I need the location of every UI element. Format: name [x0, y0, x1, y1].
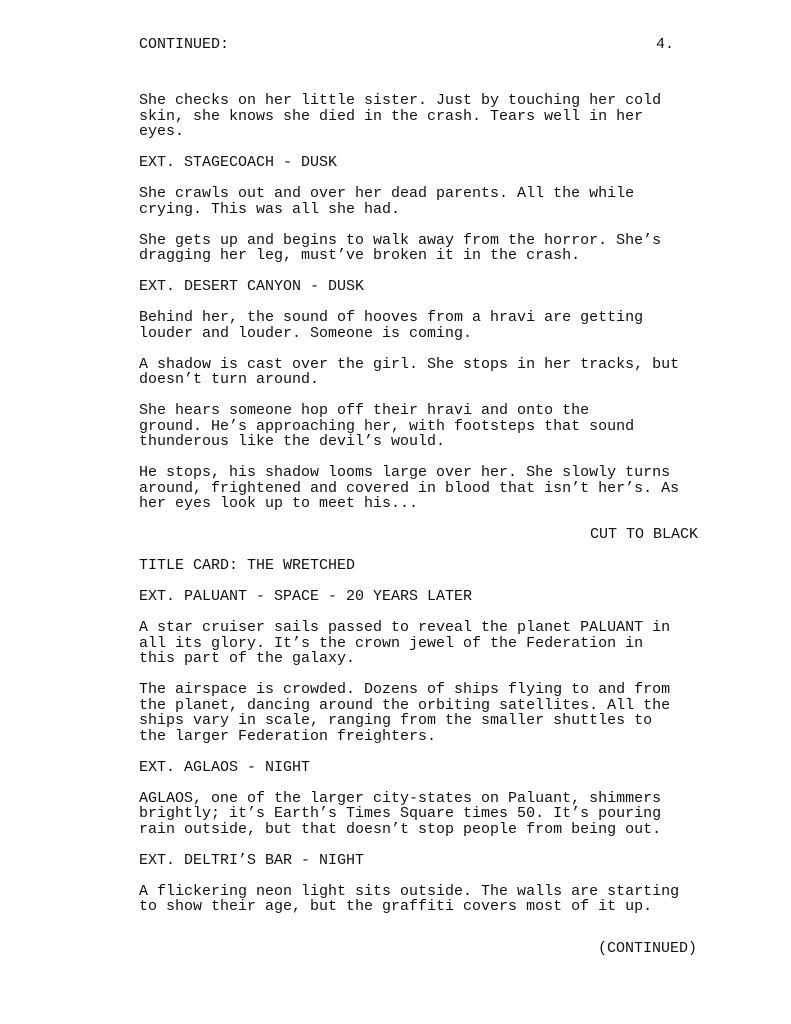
- action-block: Behind her, the sound of hooves from a hravi are getting louder and louder. Someone is coming.: [139, 309, 644, 342]
- action-block: A flickering neon light sits outside. The walls are starting to show their age, but the graffiti covers most of it up.: [139, 882, 680, 915]
- scene-heading: EXT. PALUANT - SPACE - 20 YEARS LATER: [139, 588, 473, 605]
- script-body: [139, 93, 704, 930]
- action-block: A star cruiser sails passed to reveal the planet PALUANT in all its glory. It’s the crown jewel of the Federation in this part of the galaxy.: [139, 619, 671, 667]
- action-block: She checks on her little sister. Just by touching her cold skin, she knows she died in the crash. Tears well in her eyes.: [139, 92, 662, 140]
- scene-heading: EXT. DESERT CANYON - DUSK: [139, 278, 365, 295]
- scene-heading: EXT. DELTRI’S BAR - NIGHT: [139, 851, 365, 869]
- action-block: A shadow is cast over the girl. She stops in her tracks, but doesn’t turn around.: [139, 355, 680, 388]
- scene-heading: TITLE CARD: THE WRETCHED: [139, 557, 356, 574]
- action-block: She hears someone hop off their hravi and onto the ground. He’s approaching her, with footsteps that sound thunderous like the devil’s would.: [139, 402, 635, 450]
- action-block: The airspace is crowded. Dozens of ships flying to and from the planet, dancing around the orbiting satellites. All the ships vary in scale, ranging from the smaller shuttles to the larger Federation freighters.: [139, 681, 671, 745]
- action-block: She gets up and begins to walk away from the horror. She’s dragging her leg, must’ve broken it in the crash.: [139, 231, 662, 264]
- page-number: 4.: [656, 36, 675, 53]
- action-block: She crawls out and over her dead parents. All the while crying. This was all she had.: [139, 185, 635, 218]
- scene-heading: EXT. AGLAOS - NIGHT: [139, 758, 311, 776]
- action-block: He stops, his shadow looms large over her. She slowly turns around, frightened and covered in blood that isn’t her’s. As her eyes look up to meet his...: [139, 464, 680, 512]
- header-continued: CONTINUED:: [139, 36, 230, 53]
- transition: CUT TO BLACK: [589, 526, 698, 543]
- action-block: AGLAOS, one of the larger city-states on Paluant, shimmers brightly; it’s Earth’s Times Square times 50. It’s pouring rain outside, but that doesn’t stop people from being out.: [139, 789, 662, 838]
- scene-heading: EXT. STAGECOACH - DUSK: [139, 154, 338, 171]
- footer-continued: (CONTINUED): [598, 940, 698, 957]
